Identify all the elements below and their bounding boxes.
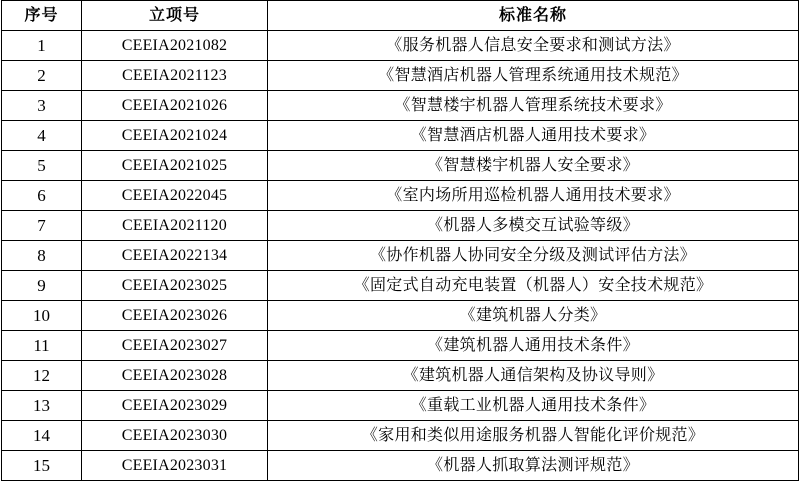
table-row bbox=[2, 61, 799, 91]
table-row bbox=[2, 271, 799, 301]
cell-sequence: 4 bbox=[2, 121, 82, 151]
cell-project-number: CEEIA2022134 bbox=[82, 241, 268, 271]
column-header-sequence: 序号 bbox=[2, 1, 82, 31]
standards-table bbox=[1, 0, 799, 481]
column-header-project-number: 立项号 bbox=[82, 1, 268, 31]
table-row bbox=[2, 181, 799, 211]
table-row bbox=[2, 301, 799, 331]
cell-sequence: 3 bbox=[2, 91, 82, 121]
cell-project-number: CEEIA2021082 bbox=[82, 31, 268, 61]
cell-standard-name: 《重载工业机器人通用技术条件》 bbox=[268, 391, 799, 421]
cell-project-number: CEEIA2023028 bbox=[82, 361, 268, 391]
table-row bbox=[2, 361, 799, 391]
cell-project-number: CEEIA2023029 bbox=[82, 391, 268, 421]
cell-project-number: CEEIA2023031 bbox=[82, 451, 268, 481]
cell-sequence: 12 bbox=[2, 361, 82, 391]
cell-project-number: CEEIA2023030 bbox=[82, 421, 268, 451]
cell-project-number: CEEIA2021024 bbox=[82, 121, 268, 151]
table-row bbox=[2, 391, 799, 421]
table-row bbox=[2, 241, 799, 271]
table-header-row bbox=[2, 1, 799, 31]
cell-standard-name: 《建筑机器人通信架构及协议导则》 bbox=[268, 361, 799, 391]
cell-sequence: 6 bbox=[2, 181, 82, 211]
table-body bbox=[2, 31, 799, 481]
table-row bbox=[2, 121, 799, 151]
cell-standard-name: 《智慧酒店机器人通用技术要求》 bbox=[268, 121, 799, 151]
cell-standard-name: 《建筑机器人分类》 bbox=[268, 301, 799, 331]
table-row bbox=[2, 31, 799, 61]
cell-standard-name: 《建筑机器人通用技术条件》 bbox=[268, 331, 799, 361]
table-row bbox=[2, 421, 799, 451]
cell-standard-name: 《智慧楼宇机器人管理系统技术要求》 bbox=[268, 91, 799, 121]
cell-standard-name: 《机器人抓取算法测评规范》 bbox=[268, 451, 799, 481]
table-row bbox=[2, 91, 799, 121]
cell-sequence: 11 bbox=[2, 331, 82, 361]
cell-sequence: 1 bbox=[2, 31, 82, 61]
cell-standard-name: 《智慧楼宇机器人安全要求》 bbox=[268, 151, 799, 181]
table-header bbox=[2, 1, 799, 31]
column-header-standard-name: 标准名称 bbox=[268, 1, 799, 31]
cell-standard-name: 《服务机器人信息安全要求和测试方法》 bbox=[268, 31, 799, 61]
cell-standard-name: 《协作机器人协同安全分级及测试评估方法》 bbox=[268, 241, 799, 271]
cell-standard-name: 《智慧酒店机器人管理系统通用技术规范》 bbox=[268, 61, 799, 91]
cell-project-number: CEEIA2021025 bbox=[82, 151, 268, 181]
cell-project-number: CEEIA2023026 bbox=[82, 301, 268, 331]
cell-standard-name: 《室内场所用巡检机器人通用技术要求》 bbox=[268, 181, 799, 211]
cell-project-number: CEEIA2022045 bbox=[82, 181, 268, 211]
cell-sequence: 14 bbox=[2, 421, 82, 451]
table-row bbox=[2, 451, 799, 481]
cell-sequence: 2 bbox=[2, 61, 82, 91]
cell-sequence: 15 bbox=[2, 451, 82, 481]
table-row bbox=[2, 331, 799, 361]
cell-project-number: CEEIA2021120 bbox=[82, 211, 268, 241]
cell-sequence: 13 bbox=[2, 391, 82, 421]
cell-project-number: CEEIA2023027 bbox=[82, 331, 268, 361]
cell-sequence: 7 bbox=[2, 211, 82, 241]
table-row bbox=[2, 151, 799, 181]
cell-standard-name: 《家用和类似用途服务机器人智能化评价规范》 bbox=[268, 421, 799, 451]
cell-sequence: 8 bbox=[2, 241, 82, 271]
cell-sequence: 10 bbox=[2, 301, 82, 331]
cell-project-number: CEEIA2021026 bbox=[82, 91, 268, 121]
cell-standard-name: 《固定式自动充电装置（机器人）安全技术规范》 bbox=[268, 271, 799, 301]
cell-standard-name: 《机器人多模交互试验等级》 bbox=[268, 211, 799, 241]
cell-sequence: 5 bbox=[2, 151, 82, 181]
cell-project-number: CEEIA2021123 bbox=[82, 61, 268, 91]
cell-sequence: 9 bbox=[2, 271, 82, 301]
cell-project-number: CEEIA2023025 bbox=[82, 271, 268, 301]
table-row bbox=[2, 211, 799, 241]
